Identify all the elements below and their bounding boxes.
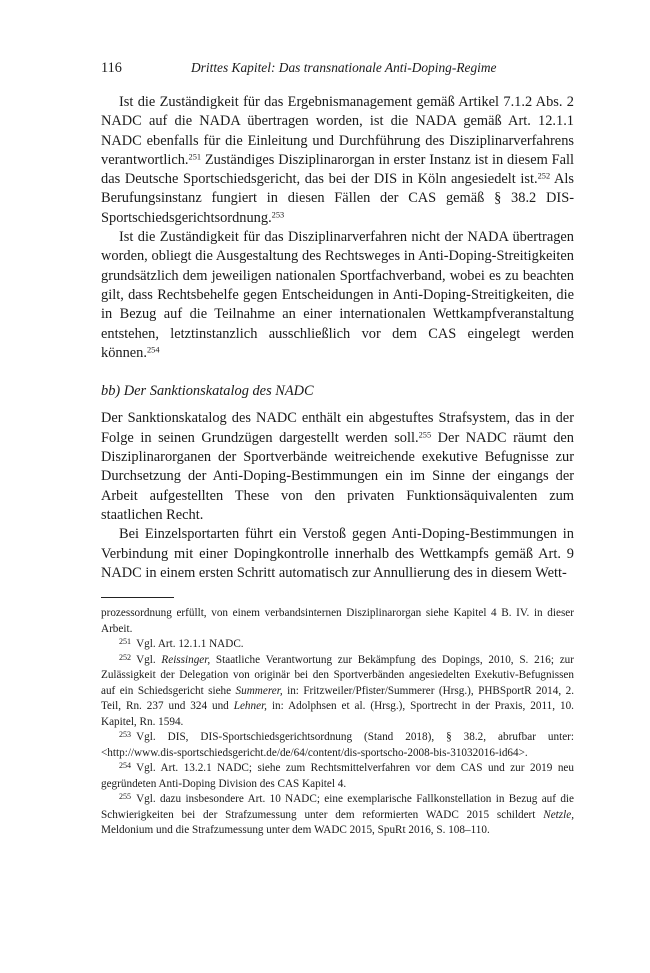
text-run: Ist die Zuständigkeit für das Disziplinarverfahren nicht der NADA übertragen worden, obliegt die Ausgestaltung des Rechtsweges in Anti-Doping-Streitigkeiten grundsätzlich dem jeweiligen nationalen Sportfachverband, wobei es zu beachten gilt, dass Rechtsbehelfe gegen Entscheidungen in Anti-Doping-Streitigkeiten, die in Bezug auf die Teilnahme an einer internationalen Wettkampfveranstaltung entstehen, letztinstanzlich ausschließlich vor dem CAS eingelegt werden können. bbox=[101, 229, 574, 361]
section-heading: bb) Der Sanktionskatalog des NADC bbox=[101, 383, 314, 400]
footnote-text: Vgl. DIS, DIS-Sportschiedsgerichtsordnung (Stand 2018), § 38.2, abrufbar unter: <http://www.dis-sportschiedsgericht.de/de/64/content/dis-sportscho-2008-bis-31032016-id64>. bbox=[101, 731, 574, 759]
footnote-number: 251 bbox=[119, 637, 132, 647]
footnotes bbox=[101, 606, 574, 839]
footnote-ref[interactable]: 253 bbox=[271, 210, 285, 220]
footnote-text: Vgl. Art. 13.2.1 NADC; siehe zum Rechtsmittelverfahren vor dem CAS und zur 2019 neu gegründeten Anti-Doping Division des CAS Kapitel 4. bbox=[101, 762, 574, 790]
footnote-number: 254 bbox=[119, 761, 132, 771]
paragraph bbox=[101, 409, 574, 525]
footnote-number: 252 bbox=[119, 652, 132, 662]
footnote-254 bbox=[101, 761, 574, 792]
footnote-text: Vgl. bbox=[136, 653, 162, 666]
footnote-number: 253 bbox=[119, 730, 132, 740]
running-header bbox=[101, 60, 574, 80]
book-page bbox=[101, 60, 574, 839]
footnote-ref[interactable]: 255 bbox=[418, 430, 432, 440]
footnote-255 bbox=[101, 792, 574, 839]
footnote-text: Vgl. Art. 12.1.1 NADC. bbox=[136, 638, 244, 651]
footnote-ref[interactable]: 252 bbox=[537, 171, 551, 181]
running-title: Drittes Kapitel: Das transnationale Anti-Doping-Regime bbox=[191, 60, 497, 75]
footnote-text: in: Fritzweiler/Pfister/Summerer (Hrsg.), PHBSportR 2014, 2. Teil, Rn. 237 und 324 und bbox=[101, 684, 574, 713]
text-run: Ist die Zuständigkeit für das Ergebnismanagement gemäß Artikel 7.1.2 Abs. 2 NADC auf die NADA übertragen worden, ist die NADA gemäß Art. 12.1.1 NADC ebenfalls für die Einleitung und Durchführung des Disziplinarverfahrens verantwortlich. bbox=[101, 94, 574, 168]
footnote-text: Staatliche Verantwortung zur Bekämpfung des Dopings, 2010, S. 216; zur Zulässigkeit der Delegation von originär bei den Sportverbänden angesiedelten Exekutiv-Befugnissen auf ein Schiedsgericht siehe bbox=[101, 653, 574, 697]
footnote-ref[interactable]: 254 bbox=[146, 345, 160, 355]
footnote-text: Vgl. dazu insbesondere Art. 10 NADC; eine exemplarische Fallkonstellation in Bezug auf die Schwierigkeiten bei der Strafzumessung unter dem reformierten WADC 2015 schildert bbox=[101, 793, 574, 821]
footnote-continuation bbox=[101, 606, 574, 637]
footnote-text: in: Adolphsen et al. (Hrsg.), Sportrecht in der Praxis, 2011, 10. Kapitel, Rn. 1594. bbox=[101, 700, 574, 728]
text-run: Der NADC räumt den Disziplinarorganen der Sportverbände weitreichende exekutive Befugnisse zur Durchsetzung der Anti-Doping-Bestimmungen ein im Sinne der eingangs der Arbeit aufgestellten These von den privaten Funktionsäquivalenten zum staatlichen Recht. bbox=[101, 429, 574, 523]
text-run: Der Sanktionskatalog des NADC enthält ein abgestuftes Strafsystem, das in der Folge in seinen Grundzügen dargestellt werden soll. bbox=[101, 410, 574, 446]
footnote-divider bbox=[101, 597, 174, 598]
text-run: Bei Einzelsportarten führt ein Verstoß gegen Anti-Doping-Bestimmungen in Verbindung mit einer Dopingkontrolle innerhalb des Wettkampfs gemäß Art. 9 NADC in einem ersten Schritt automatisch zur Annullierung des in diesem Wett- bbox=[101, 526, 574, 581]
footnote-253 bbox=[101, 730, 574, 761]
author-name: Lehner, bbox=[233, 700, 267, 713]
text-run: Als Berufungsinstanz fungiert in diesen Fällen der CAS gemäß § 38.2 DIS-Sportschiedsgerichtsordnung. bbox=[101, 171, 574, 226]
page-number: 116 bbox=[101, 60, 122, 76]
footnote-number: 255 bbox=[119, 792, 132, 802]
paragraph bbox=[101, 525, 574, 583]
author-name: Summerer, bbox=[235, 684, 283, 697]
footnote-251 bbox=[101, 637, 574, 653]
main-text bbox=[101, 93, 574, 583]
footnote-text: prozessordnung erfüllt, von einem verbandsinternen Disziplinarorgan siehe Kapitel 4 B. IV. in dieser Arbeit. bbox=[101, 607, 574, 635]
footnote-252 bbox=[101, 653, 574, 731]
footnote-ref[interactable]: 251 bbox=[188, 152, 202, 162]
text-run: Zuständiges Disziplinarorgan in erster Instanz ist in diesem Fall das Deutsche Sportschiedsgericht, das bei der DIS in Köln angesiedelt ist. bbox=[101, 151, 574, 188]
author-name: Reissinger, bbox=[161, 653, 211, 666]
paragraph bbox=[101, 228, 574, 363]
paragraph bbox=[101, 93, 574, 228]
author-name: Netzle, bbox=[543, 808, 574, 821]
footnote-text: Meldonium und die Strafzumessung unter dem WADC 2015, SpuRt 2016, S. 108–110. bbox=[101, 824, 490, 837]
